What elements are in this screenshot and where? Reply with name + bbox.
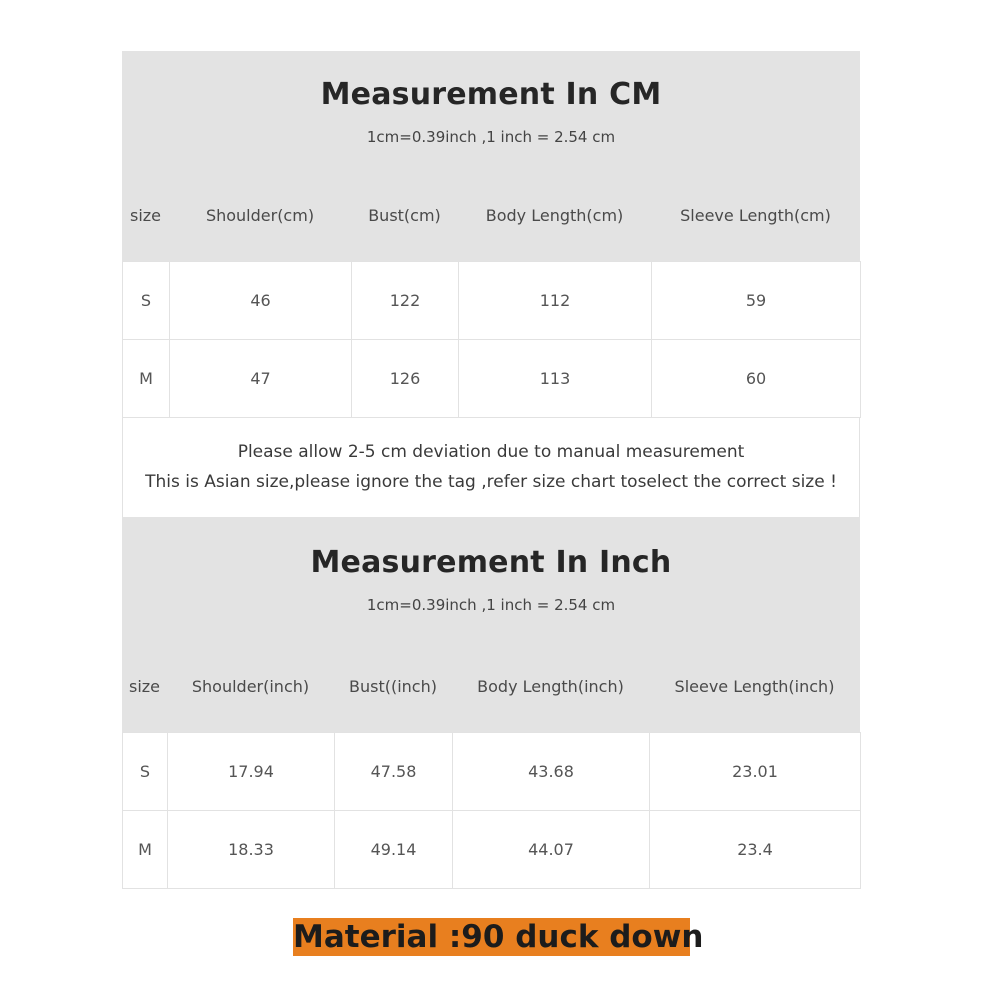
- cm-header-body-length: Body Length(cm): [485, 206, 624, 225]
- cm-column-headers: [122, 196, 860, 236]
- inch-cell-size: M: [123, 811, 168, 889]
- inch-header-block: [122, 517, 860, 732]
- inch-column-headers: [122, 667, 860, 707]
- cm-conversion-note: 1cm=0.39inch ,1 inch = 2.54 cm: [366, 128, 616, 146]
- inch-cell-bust: 49.14: [335, 811, 453, 889]
- cm-header-shoulder: Shoulder(cm): [205, 206, 315, 225]
- inch-cell-shoulder: 17.94: [168, 733, 335, 811]
- cm-cell-bust: 122: [352, 262, 459, 340]
- inch-cell-bust: 47.58: [335, 733, 453, 811]
- cm-title: Measurement In CM: [320, 77, 662, 112]
- cm-cell-size: M: [123, 340, 170, 418]
- inch-cell-shoulder: 18.33: [168, 811, 335, 889]
- inch-header-sleeve-length: Sleeve Length(inch): [674, 677, 835, 696]
- measurement-notes: [122, 418, 860, 517]
- cm-cell-shoulder: 46: [170, 262, 352, 340]
- inch-title: Measurement In Inch: [310, 545, 672, 580]
- table-row: [123, 811, 861, 889]
- deviation-note: Please allow 2-5 cm deviation due to manual measurement: [237, 442, 745, 462]
- cm-header-block: [122, 51, 860, 261]
- inch-cell-body-length: 44.07: [453, 811, 650, 889]
- cm-cell-shoulder: 47: [170, 340, 352, 418]
- cm-header-sleeve-length: Sleeve Length(cm): [680, 206, 831, 225]
- material-label: Material :90 duck down: [293, 919, 704, 955]
- inch-cell-body-length: 43.68: [453, 733, 650, 811]
- inch-section: [122, 517, 860, 889]
- cm-header-size: size: [129, 206, 162, 225]
- table-row: [123, 733, 861, 811]
- inch-header-body-length: Body Length(inch): [477, 677, 624, 696]
- inch-cell-sleeve-length: 23.01: [650, 733, 861, 811]
- cm-cell-body-length: 112: [459, 262, 652, 340]
- cm-cell-size: S: [123, 262, 170, 340]
- asian-size-note: This is Asian size,please ignore the tag ,refer size chart toselect the correct size !: [145, 472, 837, 492]
- inch-header-shoulder: Shoulder(inch): [191, 677, 310, 696]
- cm-cell-body-length: 113: [459, 340, 652, 418]
- cm-section: [122, 51, 860, 517]
- inch-header-bust: Bust((inch): [349, 677, 437, 696]
- table-row: [123, 262, 861, 340]
- inch-cell-size: S: [123, 733, 168, 811]
- cm-cell-sleeve-length: 59: [652, 262, 861, 340]
- cm-size-table: [122, 261, 861, 418]
- inch-header-size: size: [128, 677, 161, 696]
- inch-conversion-note: 1cm=0.39inch ,1 inch = 2.54 cm: [366, 596, 616, 614]
- table-row: [123, 340, 861, 418]
- inch-size-table: [122, 732, 861, 889]
- cm-cell-bust: 126: [352, 340, 459, 418]
- cm-header-bust: Bust(cm): [368, 206, 441, 225]
- inch-cell-sleeve-length: 23.4: [650, 811, 861, 889]
- cm-cell-sleeve-length: 60: [652, 340, 861, 418]
